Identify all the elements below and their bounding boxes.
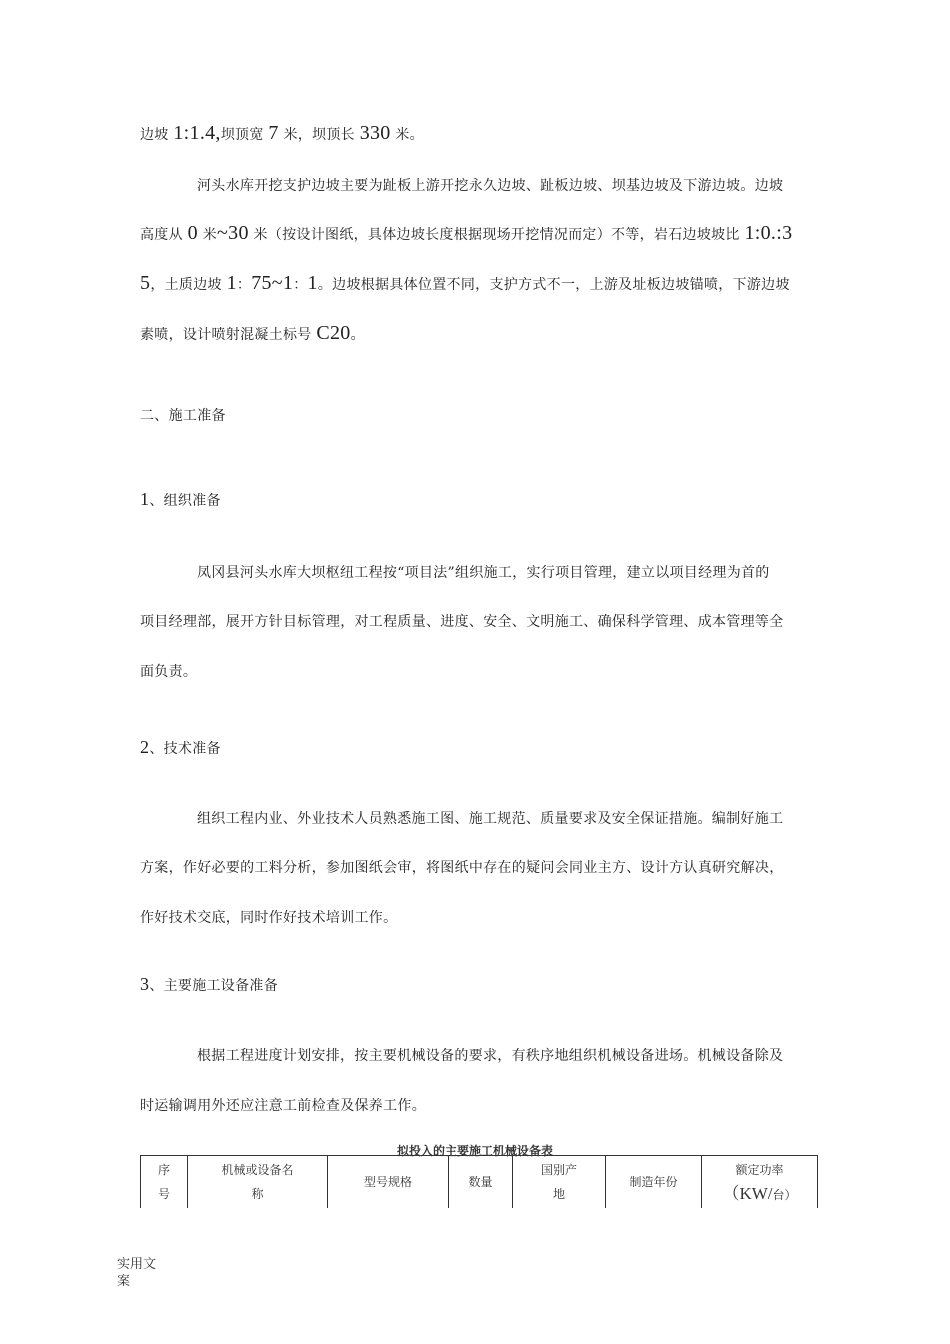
footer-line: 实用文: [117, 1257, 157, 1272]
text-run: 边坡: [140, 127, 174, 143]
header-text: 序: [157, 1163, 170, 1177]
header-rated-power: [702, 1156, 818, 1209]
text-run: ：: [293, 277, 308, 293]
text-run: 米: [197, 227, 218, 243]
header-index: [141, 1156, 188, 1209]
header-manufacture-year: 制造年份: [606, 1156, 702, 1209]
text-run: 米（按设计图纸，具体边坡长度根据现场开挖情况而定）不等，岩石边坡坡比: [248, 227, 745, 243]
header-text: [702, 1182, 817, 1207]
footer-line: 案: [117, 1274, 131, 1289]
paragraph-slope-line-4: [140, 322, 365, 345]
text-run: C20: [316, 322, 351, 344]
header-unit: 台）: [772, 1187, 797, 1202]
header-unit: （KW/: [722, 1183, 773, 1203]
heading-number: 2: [140, 737, 150, 757]
text-run: 。边坡根据具体位置不同，支护方式不一，上游及址板边坡锚喷，下游边坡: [317, 277, 790, 293]
heading-number: 1: [140, 489, 150, 509]
paragraph-slope-line-2: [140, 222, 792, 245]
text-run: 1:1.4,: [173, 122, 221, 144]
text-run: 米，坝顶长: [278, 127, 360, 143]
header-text: 国别产: [540, 1163, 577, 1177]
paragraph-slope-line-3: [140, 272, 790, 295]
text-run: 75~1: [251, 272, 294, 294]
text-run: 高度从: [140, 227, 188, 243]
paragraph-technical-line-2: 方案，作好必要的工料分析，参加图纸会审，将图纸中存在的疑问会同业主方、设计方认真研究解决，: [140, 860, 784, 876]
text-run: 5: [140, 272, 151, 294]
paragraph-technical-line-3: 作好技术交底，同时作好技术培训工作。: [140, 910, 398, 926]
header-equipment-name: [188, 1156, 328, 1209]
heading-text: 、组织准备: [149, 493, 221, 509]
subsection-heading-technical: [140, 737, 221, 758]
equipment-table: [140, 1155, 818, 1208]
header-text: 额定功率: [735, 1162, 784, 1177]
text-run: 0: [187, 222, 198, 244]
paragraph-slope-line-1: 河头水库开挖支护边坡主要为趾板上游开挖永久边坡、趾板边坡、坝基边坡及下游边坡。边坡: [197, 178, 784, 194]
text-run: 素喷，设计喷射混凝土标号: [140, 327, 317, 343]
text-run: 坝顶宽: [220, 127, 269, 143]
text-run: 330: [359, 122, 391, 144]
header-text: 号: [157, 1187, 170, 1201]
text-run: 。: [350, 327, 365, 343]
table-header-row: [141, 1156, 818, 1209]
text-run: 1: [307, 272, 318, 294]
subsection-heading-equipment: [140, 974, 278, 995]
header-model-spec: 型号规格: [328, 1156, 449, 1209]
paragraph-dam-slope: [140, 122, 424, 145]
text-run: ~30: [217, 222, 249, 244]
paragraph-equipment-line-1: 根据工程进度计划安排，按主要机械设备的要求，有秩序地组织机械设备进场。机械设备除及: [197, 1048, 784, 1064]
heading-text: 、主要施工设备准备: [149, 978, 279, 994]
text-run: 1:0.:3: [744, 222, 793, 244]
section-heading: 二、施工准备: [140, 408, 226, 424]
heading-number: 3: [140, 974, 150, 994]
header-text: 地: [552, 1187, 565, 1201]
paragraph-organization-line-3: 面负责。: [140, 664, 198, 680]
text-run: 1: [226, 272, 237, 294]
heading-text: 、技术准备: [149, 741, 221, 757]
header-text: 称: [251, 1187, 264, 1201]
text-run: 7: [268, 122, 279, 144]
page-footer: [117, 1256, 162, 1290]
text-run: ，土质边坡: [150, 277, 227, 293]
paragraph-equipment-line-2: 时运输调用外还应注意工前检查及保养工作。: [140, 1098, 426, 1114]
text-run: ：: [236, 277, 252, 293]
paragraph-organization-line-2: 项目经理部，展开方针目标管理，对工程质量、进度、安全、文明施工、确保科学管理、成本管理等全: [140, 614, 784, 630]
table-title: 拟投入的主要施工机械设备表: [396, 1144, 553, 1158]
paragraph-organization-line-1: 凤冈县河头水库大坝枢纽工程按“项目法”组织施工，实行项目管理，建立以项目经理为首的: [197, 565, 770, 581]
subsection-heading-organization: [140, 489, 221, 510]
paragraph-technical-line-1: 组织工程内业、外业技术人员熟悉施工图、施工规范、质量要求及安全保证措施。编制好施工: [197, 811, 784, 827]
header-origin: [513, 1156, 606, 1209]
text-run: 米。: [390, 127, 424, 143]
header-quantity: 数量: [449, 1156, 513, 1209]
header-text: 机械或设备名: [221, 1163, 294, 1177]
